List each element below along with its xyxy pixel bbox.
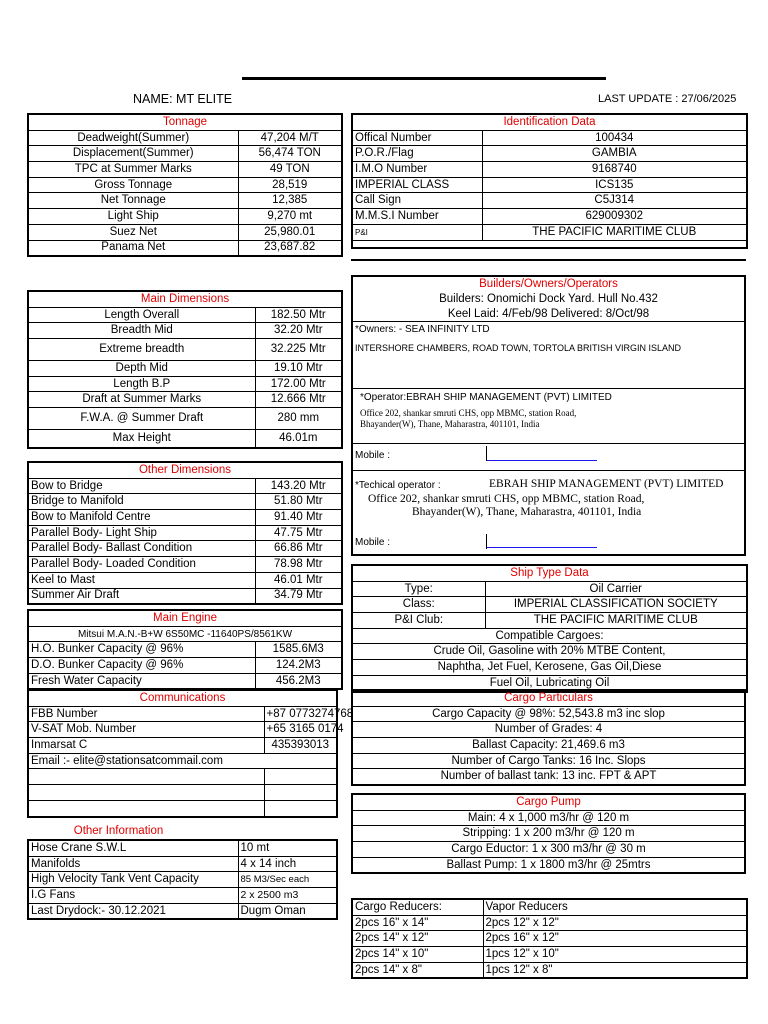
compatible-cargo-line: Crude Oil, Gasoline with 20% MTBE Content, — [352, 644, 747, 660]
other-dimensions-row — [28, 510, 342, 526]
cargo-particular-line: Number of ballast tank: 13 inc. FPT & APT — [352, 769, 745, 785]
communications-blank-cell — [28, 800, 264, 816]
other-info-label: Hose Crane S.W.L — [28, 840, 238, 856]
ship-type-label: Class: — [352, 597, 485, 613]
tonnage-value: 23,687.82 — [238, 240, 342, 256]
compatible-cargo-line: Naphtha, Jet Fuel, Kerosene, Gas Oil,Diese — [352, 660, 747, 676]
communications-title: Communications — [28, 690, 337, 706]
communications-blank-row — [28, 785, 337, 801]
other-info-table — [27, 839, 338, 920]
communications-blank-cell — [28, 769, 264, 785]
main-engine-table — [27, 609, 343, 690]
cargo-particular-line-row — [352, 722, 745, 738]
communications-blank-row — [28, 769, 337, 785]
communications-blank-cell — [264, 769, 337, 785]
cargo-pump-line: Stripping: 1 x 200 m3/hr @ 120 m — [352, 826, 745, 842]
tonnage-row — [28, 240, 342, 256]
identification-value: GAMBIA — [482, 146, 747, 162]
cargo-particular-line: Number of Cargo Tanks: 16 Inc. Slops — [352, 753, 745, 769]
main-engine-label: D.O. Bunker Capacity @ 96% — [28, 658, 255, 674]
builders-divider-2 — [353, 388, 744, 389]
reducers-label: 2pcs 14" x 10" — [352, 947, 483, 963]
mobile-link-1[interactable] — [487, 460, 597, 461]
other-dimensions-row — [28, 478, 342, 494]
owners-address: INTERSHORE CHAMBERS, ROAD TOWN, TORTOLA BRITISH VIRGIN ISLAND — [355, 343, 682, 353]
main-engine-title: Main Engine — [28, 610, 342, 626]
operator-address-1: Office 202, shankar smruti CHS, opp MBMC, station Road, — [360, 408, 577, 418]
other-info-label: Manifolds — [28, 856, 238, 872]
reducers-value: 1pcs 12" x 10" — [483, 947, 747, 963]
other-dimensions-value: 47.75 Mtr — [255, 525, 342, 541]
tonnage-table — [27, 113, 343, 257]
other-info-row — [28, 840, 337, 856]
other-dimensions-value: 143.20 Mtr — [255, 478, 342, 494]
compatible-cargo-line: Fuel Oil, Lubricating Oil — [352, 675, 747, 691]
identification-row — [352, 130, 747, 146]
tonnage-row — [28, 224, 342, 240]
other-dimensions-label: Bow to Bridge — [28, 478, 255, 494]
main-engine-row — [28, 673, 342, 689]
cargo-pump-line-row — [352, 842, 745, 858]
other-dimensions-row — [28, 541, 342, 557]
communications-blank-cell — [264, 785, 337, 801]
tonnage-row — [28, 146, 342, 162]
other-dimensions-label: Bow to Manifold Centre — [28, 510, 255, 526]
tonnage-label: TPC at Summer Marks — [28, 162, 238, 178]
separator-rule — [351, 259, 746, 261]
communications-row — [28, 706, 337, 722]
other-info-row — [28, 872, 337, 888]
main-dimensions-label: Extreme breadth — [28, 339, 255, 361]
tonnage-label: Light Ship — [28, 209, 238, 225]
identification-value: 629009302 — [482, 209, 747, 225]
identification-value: C5J314 — [482, 193, 747, 209]
builders-title: Builders/Owners/Operators — [479, 278, 618, 290]
reducers-row — [352, 931, 747, 947]
other-dimensions-row — [28, 588, 342, 604]
cargo-particular-line: Number of Grades: 4 — [352, 722, 745, 738]
cargo-reducers-header: Cargo Reducers: — [352, 899, 483, 915]
identification-title: Identification Data — [352, 114, 747, 130]
ship-type-table — [351, 564, 748, 693]
tonnage-label: Panama Net — [28, 240, 238, 256]
identification-row — [352, 209, 747, 225]
other-dimensions-value: 66.86 Mtr — [255, 541, 342, 557]
other-dimensions-label: Parallel Body- Light Ship — [28, 525, 255, 541]
main-engine-value: 1585.6M3 — [255, 642, 342, 658]
reducers-row — [352, 962, 747, 978]
other-info-value: Dugm Oman — [238, 903, 337, 919]
tonnage-value: 49 TON — [238, 162, 342, 178]
cargo-particular-line-row — [352, 706, 745, 722]
identification-label: P&I — [352, 224, 482, 240]
main-dimensions-label: Depth Mid — [28, 361, 255, 377]
tonnage-label: Suez Net — [28, 224, 238, 240]
other-dimensions-value: 91.40 Mtr — [255, 510, 342, 526]
main-dimensions-row — [28, 408, 342, 430]
cargo-particular-line: Ballast Capacity: 21,469.6 m3 — [352, 738, 745, 754]
tonnage-label: Displacement(Summer) — [28, 146, 238, 162]
tech-address-2: Bhayander(W), Thane, Maharastra, 401101, India — [412, 506, 642, 518]
main-dimensions-label: F.W.A. @ Summer Draft — [28, 408, 255, 430]
mobile-divider-1 — [486, 446, 487, 461]
communications-row — [28, 738, 337, 754]
owners-line: *Owners: - SEA INFINITY LTD — [355, 324, 490, 335]
communications-blank-cell — [264, 800, 337, 816]
cargo-particular-line-row — [352, 753, 745, 769]
builders-box — [351, 275, 746, 556]
main-dimensions-value: 32.225 Mtr — [255, 339, 342, 361]
builders-line: Builders: Onomichi Dock Yard. Hull No.432 — [439, 293, 658, 305]
identification-label: P.O.R./Flag — [352, 146, 482, 162]
vessel-name: NAME: MT ELITE — [133, 92, 233, 106]
reducers-label: 2pcs 14" x 8" — [352, 962, 483, 978]
ship-type-value: THE PACIFIC MARITIME CLUB — [485, 613, 747, 629]
identification-value: THE PACIFIC MARITIME CLUB — [482, 224, 747, 240]
cargo-particular-line-row — [352, 769, 745, 785]
identification-label: M.M.S.I Number — [352, 209, 482, 225]
main-dimensions-row — [28, 323, 342, 339]
communications-blank-cell — [28, 785, 264, 801]
other-dimensions-label: Bridge to Manifold — [28, 494, 255, 510]
other-info-value: 2 x 2500 m3 — [238, 888, 337, 904]
other-dimensions-label: Summer Air Draft — [28, 588, 255, 604]
main-engine-label: Fresh Water Capacity — [28, 673, 255, 689]
main-dimensions-value: 46.01m — [255, 430, 342, 448]
reducers-label: 2pcs 16" x 14" — [352, 915, 483, 931]
title-rule — [242, 77, 606, 80]
other-info-title: Other Information — [73, 825, 164, 837]
communications-label: Inmarsat C — [28, 738, 264, 754]
ship-type-value: Oil Carrier — [485, 581, 747, 597]
main-dimensions-label: Draft at Summer Marks — [28, 392, 255, 408]
mobile-label-1: Mobile : — [355, 450, 391, 461]
reducers-value: 2pcs 16" x 12" — [483, 931, 747, 947]
main-dimensions-row — [28, 430, 342, 448]
main-dimensions-value: 280 mm — [255, 408, 342, 430]
tonnage-row — [28, 209, 342, 225]
engine-model: Mitsui M.A.N.-B+W 6S50MC -11640PS/8561KW — [28, 626, 342, 642]
tonnage-value: 25,980.01 — [238, 224, 342, 240]
other-info-row — [28, 856, 337, 872]
cargo-particular-line: Cargo Capacity @ 98%: 52,543.8 m3 inc slop — [352, 706, 745, 722]
tech-operator-name: EBRAH SHIP MANAGEMENT (PVT) LIMITED — [489, 478, 724, 490]
operator-line: *Operator:EBRAH SHIP MANAGEMENT (PVT) LIMITED — [360, 392, 612, 403]
ship-type-title: Ship Type Data — [352, 565, 747, 581]
other-info-label: Last Drydock:- 30.12.2021 — [28, 903, 238, 919]
ship-type-row — [352, 581, 747, 597]
communications-value: 435393013 — [264, 738, 337, 754]
builders-divider-3 — [353, 443, 744, 444]
cargo-particulars-title: Cargo Particulars — [352, 690, 745, 706]
other-dimensions-row — [28, 494, 342, 510]
communications-label: V-SAT Mob. Number — [28, 722, 264, 738]
main-dimensions-label: Breadth Mid — [28, 323, 255, 339]
identification-value: ICS135 — [482, 177, 747, 193]
tonnage-value: 28,519 — [238, 177, 342, 193]
other-dimensions-table — [27, 461, 343, 605]
reducers-row — [352, 947, 747, 963]
cargo-pump-line: Main: 4 x 1,000 m3/hr @ 120 m — [352, 810, 745, 826]
email-row — [28, 753, 337, 769]
other-info-row — [28, 888, 337, 904]
compatible-cargo-line-row — [352, 644, 747, 660]
tonnage-value: 12,385 — [238, 193, 342, 209]
tonnage-label: Gross Tonnage — [28, 177, 238, 193]
tonnage-label: Net Tonnage — [28, 193, 238, 209]
other-dimensions-label: Parallel Body- Ballast Condition — [28, 541, 255, 557]
other-dimensions-row — [28, 525, 342, 541]
main-dimensions-value: 12.666 Mtr — [255, 392, 342, 408]
main-engine-row — [28, 658, 342, 674]
main-engine-label: H.O. Bunker Capacity @ 96% — [28, 642, 255, 658]
cargo-pump-line-row — [352, 857, 745, 873]
keel-line: Keel Laid: 4/Feb/98 Delivered: 8/Oct/98 — [447, 308, 650, 320]
tonnage-title: Tonnage — [28, 114, 342, 130]
tonnage-row — [28, 130, 342, 146]
reducers-table — [351, 898, 748, 979]
cargo-particular-line-row — [352, 738, 745, 754]
reducers-value: 1pcs 12" x 8" — [483, 962, 747, 978]
main-dimensions-row — [28, 339, 342, 361]
main-dimensions-row — [28, 307, 342, 323]
identification-row — [352, 177, 747, 193]
ship-type-label: Type: — [352, 581, 485, 597]
main-dimensions-label: Max Height — [28, 430, 255, 448]
cargo-pump-line-row — [352, 810, 745, 826]
main-dimensions-label: Length B.P — [28, 376, 255, 392]
main-dimensions-value: 172.00 Mtr — [255, 376, 342, 392]
main-engine-row — [28, 642, 342, 658]
other-dimensions-row — [28, 557, 342, 573]
operator-address-2: Bhayander(W), Thane, Maharastra, 401101, India — [360, 419, 540, 429]
reducers-label: 2pcs 14" x 12" — [352, 931, 483, 947]
other-dimensions-label: Parallel Body- Loaded Condition — [28, 557, 255, 573]
tonnage-row — [28, 177, 342, 193]
identification-blank-row — [352, 240, 747, 248]
compatible-cargoes-title: Compatible Cargoes: — [352, 628, 747, 644]
other-dimensions-value: 78.98 Mtr — [255, 557, 342, 573]
main-dimensions-value: 182.50 Mtr — [255, 307, 342, 323]
cargo-pump-title: Cargo Pump — [352, 794, 745, 810]
communications-blank-row — [28, 800, 337, 816]
identification-value: 9168740 — [482, 162, 747, 178]
identification-row — [352, 193, 747, 209]
compatible-cargo-line-row — [352, 660, 747, 676]
tonnage-label: Deadweight(Summer) — [28, 130, 238, 146]
main-engine-value: 124.2M3 — [255, 658, 342, 674]
tonnage-row — [28, 162, 342, 178]
main-engine-value: 456.2M3 — [255, 673, 342, 689]
communications-table — [27, 689, 354, 818]
ship-type-row — [352, 597, 747, 613]
main-dimensions-title: Main Dimensions — [28, 291, 342, 307]
reducers-row — [352, 915, 747, 931]
vapor-reducers-header: Vapor Reducers — [483, 899, 747, 915]
cargo-pump-line: Cargo Eductor: 1 x 300 m3/hr @ 30 m — [352, 842, 745, 858]
main-dimensions-table — [27, 290, 343, 449]
ship-type-row — [352, 613, 747, 629]
identification-label: IMPERIAL CLASS — [352, 177, 482, 193]
tech-address-1: Office 202, shankar smruti CHS, opp MBMC, station Road, — [368, 493, 645, 505]
other-info-value: 10 mt — [238, 840, 337, 856]
identification-row — [352, 224, 747, 240]
ship-type-label: P&I Club: — [352, 613, 485, 629]
main-dimensions-row — [28, 392, 342, 408]
other-info-value: 4 x 14 inch — [238, 856, 337, 872]
communications-value: +65 3165 0174 — [264, 722, 337, 738]
identification-label: Call Sign — [352, 193, 482, 209]
other-dimensions-value: 46.01 Mtr — [255, 572, 342, 588]
builders-divider-4 — [353, 470, 744, 471]
other-info-value: 85 M3/Sec each — [238, 872, 337, 888]
cargo-pump-line: Ballast Pump: 1 x 1800 m3/hr @ 25mtrs — [352, 857, 745, 873]
compatible-title-row — [352, 628, 747, 644]
main-dimensions-value: 19.10 Mtr — [255, 361, 342, 377]
tonnage-value: 47,204 M/T — [238, 130, 342, 146]
main-dimensions-value: 32.20 Mtr — [255, 323, 342, 339]
other-dimensions-value: 34.79 Mtr — [255, 588, 342, 604]
communications-label: FBB Number — [28, 706, 264, 722]
identification-row — [352, 162, 747, 178]
identification-label: I.M.O Number — [352, 162, 482, 178]
cargo-pump-table — [351, 793, 746, 874]
tonnage-value: 56,474 TON — [238, 146, 342, 162]
main-dimensions-row — [28, 376, 342, 392]
identification-table — [351, 113, 748, 249]
last-update: LAST UPDATE : 27/06/2025 — [598, 93, 737, 105]
other-info-label: High Velocity Tank Vent Capacity — [28, 872, 238, 888]
builders-divider-1 — [353, 321, 744, 322]
communications-value: +87 0773274768 — [264, 706, 337, 722]
other-dimensions-label: Keel to Mast — [28, 572, 255, 588]
other-info-label: I.G Fans — [28, 888, 238, 904]
ship-type-value: IMPERIAL CLASSIFICATION SOCIETY — [485, 597, 747, 613]
cargo-particulars-table — [351, 689, 746, 786]
identification-label: Offical Number — [352, 130, 482, 146]
mobile-link-2[interactable] — [487, 547, 597, 548]
other-dimensions-value: 51.80 Mtr — [255, 494, 342, 510]
mobile-label-2: Mobile : — [355, 537, 391, 548]
other-dimensions-title: Other Dimensions — [28, 462, 342, 478]
main-dimensions-label: Length Overall — [28, 307, 255, 323]
identification-value: 100434 — [482, 130, 747, 146]
tech-operator-label: *Techical operator : — [355, 480, 441, 491]
main-dimensions-row — [28, 361, 342, 377]
tonnage-value: 9,270 mt — [238, 209, 342, 225]
other-info-row — [28, 903, 337, 919]
identification-row — [352, 146, 747, 162]
tonnage-row — [28, 193, 342, 209]
email-line: Email :- elite@stationsatcommail.com — [28, 753, 337, 769]
other-dimensions-row — [28, 572, 342, 588]
reducers-value: 2pcs 12" x 12" — [483, 915, 747, 931]
identification-blank — [352, 240, 747, 248]
cargo-pump-line-row — [352, 826, 745, 842]
communications-row — [28, 722, 337, 738]
